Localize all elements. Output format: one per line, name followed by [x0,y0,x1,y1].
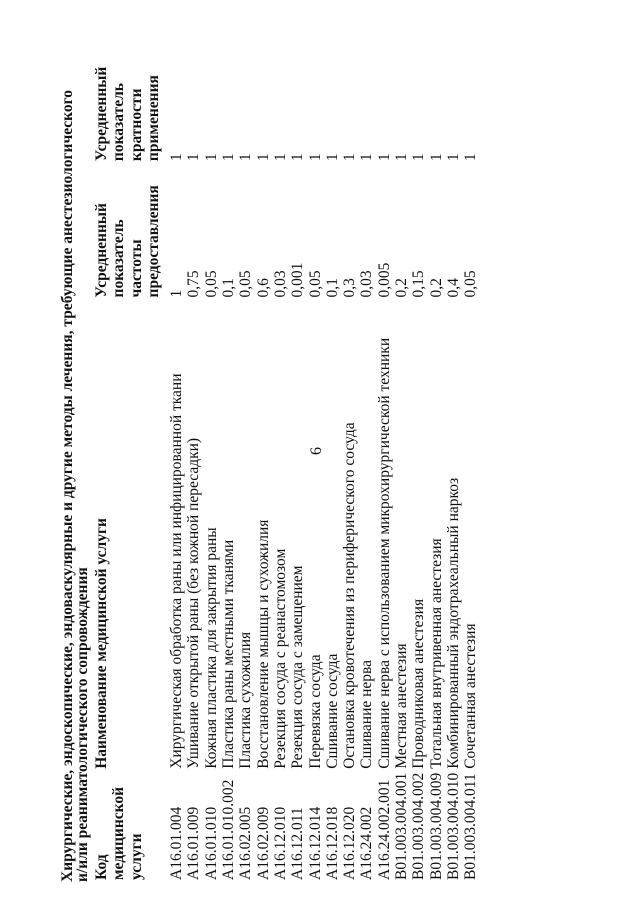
cell-service-name: Ушивание открытой раны (без кожной пересадки) [185,437,203,769]
cell-code: B01.003.004.002 [410,772,428,880]
table-row [462,42,479,882]
cell-multiplicity: 1 [341,153,359,162]
cell-code: A16.12.020 [341,806,359,880]
cell-service-name: Сшивание нерва [358,659,376,769]
cell-frequency: 1 [168,289,186,298]
cell-frequency: 0,05 [306,270,324,298]
cell-frequency: 0,001 [289,262,307,298]
header-frequency: Усредненный показатель частоты предоставления [93,185,162,298]
page-number: 6 [308,447,325,455]
table-row [255,42,272,882]
cell-service-name: Проводниковая анестезия [410,598,428,769]
table-row [445,42,462,882]
table-header-row [93,42,168,882]
table-row [428,42,445,882]
cell-code: B01.003.004.010 [444,772,462,880]
table-row [203,42,220,882]
cell-frequency: 0,05 [462,270,480,298]
cell-service-name: Перевязка сосуда [306,654,324,769]
cell-multiplicity: 1 [271,153,289,162]
cell-service-name: Сочетанная анестезия [462,623,480,769]
cell-frequency: 0,1 [220,278,238,298]
cell-code: B01.003.004.011 [462,773,480,880]
header-multiplicity: Усредненный показатель кратности применения [93,66,162,162]
header-code: Код медицинской услуги [93,786,145,880]
table-row [185,42,202,882]
cell-code: B01.003.004.009 [427,772,445,880]
cell-code: B01.003.004.001 [393,772,411,880]
cell-frequency: 0,03 [271,270,289,298]
cell-code: A16.12.010 [271,806,289,880]
cell-service-name: Сшивание нерва с использованием микрохирургической техники [375,337,393,769]
cell-multiplicity: 1 [237,153,255,162]
cell-code: A16.01.004 [168,806,186,880]
cell-multiplicity: 1 [202,153,220,162]
cell-multiplicity: 1 [462,153,480,162]
cell-service-name: Пластика раны местными тканями [220,539,238,769]
cell-code: A16.12.014 [306,806,324,880]
cell-frequency: 0,3 [341,278,359,298]
cell-frequency: 0,2 [393,278,411,298]
table-row [237,42,254,882]
cell-multiplicity: 1 [185,153,203,162]
cell-service-name: Комбинированный эндотрахеальный наркоз [444,477,462,769]
cell-multiplicity: 1 [323,153,341,162]
cell-service-name: Резекция сосуда с замещением [289,565,307,769]
cell-service-name: Хирургическая обработка раны или инфицированной ткани [168,373,186,769]
table-row [272,42,289,882]
cell-code: A16.01.009 [185,806,203,880]
header-name: Наименование медицинской услуги [93,518,110,769]
cell-frequency: 0,15 [410,270,428,298]
cell-service-name: Сшивание сосуда [323,653,341,769]
cell-multiplicity: 1 [289,153,307,162]
cell-code: A16.02.005 [237,806,255,880]
cell-multiplicity: 1 [220,153,238,162]
cell-code: A16.24.002.001 [375,779,393,880]
cell-service-name: Тотальная внутривенная анестезия [427,538,445,769]
cell-multiplicity: 1 [254,153,272,162]
cell-service-name: Местная анестезия [393,643,411,769]
table-row [324,42,341,882]
table-row [358,42,375,882]
cell-frequency: 0,4 [444,278,462,298]
table-row [376,42,393,882]
section-heading-line1: Хирургические, эндоскопические, эндоваскулярные и другие методы лечения, требующие анестезиологического [59,89,76,882]
cell-multiplicity: 1 [393,153,411,162]
cell-code: A16.24.002 [358,806,376,880]
cell-frequency: 0,05 [237,270,255,298]
rotated-page-content [60,42,490,882]
cell-frequency: 0,6 [254,278,272,298]
table-row [410,42,427,882]
cell-code: A16.01.010.002 [220,779,238,880]
cell-frequency: 0,03 [358,270,376,298]
cell-code: A16.12.018 [323,806,341,880]
cell-code: A16.01.010 [202,806,220,880]
services-table [93,42,480,882]
cell-multiplicity: 1 [358,153,376,162]
table-row [307,42,324,882]
table-row [289,42,306,882]
cell-frequency: 0,75 [185,270,203,298]
cell-code: A16.02.009 [254,806,272,880]
cell-service-name: Кожная пластика для закрытия раны [202,527,220,769]
cell-service-name: Пластика сухожилия [237,631,255,769]
cell-code: A16.12.011 [289,807,307,880]
cell-multiplicity: 1 [375,153,393,162]
cell-multiplicity: 1 [306,153,324,162]
cell-service-name: Резекция сосуда с реанастомозом [271,548,289,769]
cell-service-name: Остановка кровотечения из периферического сосуда [341,422,359,769]
cell-frequency: 0,005 [375,262,393,298]
section-heading-line2: и/или реаниматологического сопровождения [74,567,91,882]
cell-multiplicity: 1 [168,153,186,162]
cell-frequency: 0,05 [202,270,220,298]
table-row [220,42,237,882]
cell-multiplicity: 1 [444,153,462,162]
cell-frequency: 0,2 [427,278,445,298]
cell-multiplicity: 1 [427,153,445,162]
cell-frequency: 0,1 [323,278,341,298]
table-row [393,42,410,882]
table-row [341,42,358,882]
table-row [168,42,185,882]
cell-service-name: Восстановление мышцы и сухожилия [254,519,272,769]
cell-multiplicity: 1 [410,153,428,162]
